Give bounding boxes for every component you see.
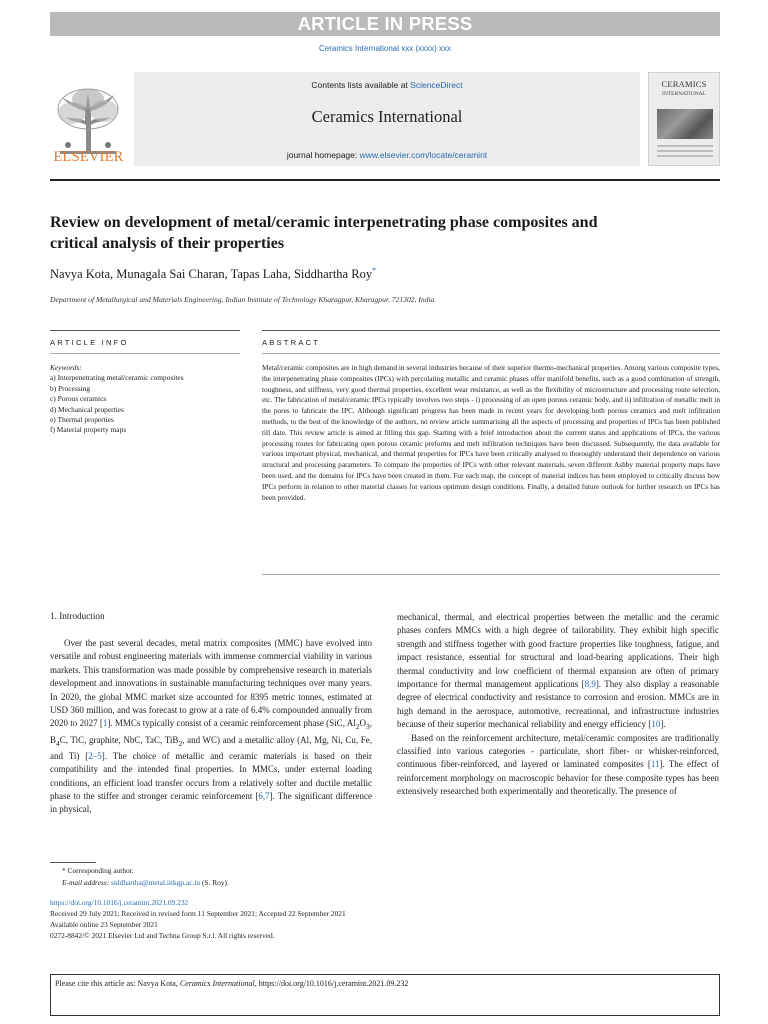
journal-header-box: [134, 72, 640, 166]
text-run: ]. The significant difference in physical,: [50, 791, 373, 815]
masthead: [50, 72, 720, 168]
footnotes: [50, 865, 229, 889]
affiliation: Department of Metallurgical and Materials Engineering, Indian Institute of Technology Kharagpur, Kharagpur, 721302, India: [50, 295, 435, 304]
doi-link[interactable]: https://doi.org/10.1016/j.ceramint.2021.09.232: [50, 898, 189, 907]
cover-image: [657, 109, 713, 139]
citation-box: [50, 974, 720, 1016]
author-list: [50, 266, 376, 282]
article-info-heading: ARTICLE INFO: [50, 338, 129, 347]
sciencedirect-link[interactable]: ScienceDirect: [410, 80, 463, 90]
article-title: Review on development of metal/ceramic interpenetrating phase composites and critical analysis of their properties: [50, 214, 598, 252]
text-run: , B: [50, 718, 372, 745]
corresponding-author-note: * Corresponding author.: [62, 866, 134, 875]
intro-paragraph-1-cont: [397, 611, 719, 732]
reference-link[interactable]: 1: [102, 718, 108, 729]
text-run: , and WC) and a metallic alloy (Al, Mg, Ni, Cu, Fe, and Ti) [: [50, 734, 372, 761]
abstract-bottom-rule: [262, 574, 720, 575]
text-run: ].: [660, 719, 666, 730]
homepage-label: journal homepage:: [286, 150, 360, 160]
cover-subtitle: INTERNATIONAL: [662, 91, 706, 97]
text-run: Over the past several decades, metal matrix composites (MMC) have evolved into versatile and robust engineering materials with immense commercial viability in various markets. This transformation was made possible by comprehensive research in materials development and innovations in sustainable manufacturing techniques over many years. In 2020, the global MMC market size accounted for 8395 metric tonnes, estimated at USD 360 million, and was forecast to grow at a rate of 6.4% compounded annually from 2020 to 2027 [: [50, 638, 372, 729]
abstract-text: Metal/ceramic composites are in high demand in several industries because of their superior thermo-mechanical properties. Among various composite types, the interpenetrating phase composites (IPCs) with percolating metallic and ceramic phases offer manifold benefits, such as a good combination of strength, toughness, and stiffness, very good thermal properties, excellent wear resistance, as well as the flexibility of microstructure and processing route selection, etc. The fabrication of metal/ceramic IPCs typically involves two steps - i) processing of an open porous ceramic body, and ii) infiltration of metallic melt in the pores to fabricate the IPC. Although significant progress has been made in recent years for developing both porous ceramics and melt infiltration methods, to the best of the knowledge of the authors, no review article summarising all the aspects of processing and properties of IPCs has been published till date. This review article is aimed at filling this gap. Starting with a brief introduction about the current status and applications of IPCs, the various processing routes for fabricating open porous ceramic preforms and melt infiltration techniques have been discussed. Subsequently, the data available for various important physical, mechanical, and thermal properties for IPCs have been critically analysed to thoroughly understand their dependence on various structural and processing parameters. To compare the properties of IPCs with other relevant materials, seven different Ashby material property maps have been used, and the domains for IPCs have been created in them. For each map, the concept of material indices has been employed to critically discuss how IPCs perform in relation to other material classes for various optimum design conditions. Finally, a detailed future outlook for further research on IPCs has been provided.: [262, 363, 720, 502]
keyword-item: b) Processing: [50, 383, 91, 393]
introduction-heading: 1. Introduction: [50, 611, 105, 621]
citation-journal: Ceramics International: [179, 979, 255, 988]
keyword-item: a) Interpenetrating metal/ceramic composites: [50, 373, 184, 383]
intro-paragraph-2: [397, 732, 719, 799]
keyword-item: f) Material property maps: [50, 425, 127, 435]
homepage-link[interactable]: www.elsevier.com/locate/ceramint: [359, 150, 488, 160]
keywords-label: Keywords:: [50, 363, 82, 372]
text-run: ]. The choice of metallic and ceramic materials is based on their compatibility and the intended final properties. In MMCs, under external loading conditions, an efficient load transfer occurs from a relatively softer and ductile metallic phase to the stiffer and stronger ceramic reinforcement [: [50, 750, 372, 802]
available-online: Available online 23 September 2021: [50, 920, 158, 929]
reference-link[interactable]: 6,7: [258, 791, 270, 802]
footnote-rule: [50, 862, 96, 863]
journal-homepage-line: [134, 150, 640, 160]
contents-line: [134, 80, 640, 90]
citation-doi[interactable]: , https://doi.org/10.1016/j.ceramint.2021.09.232: [254, 979, 409, 988]
keyword-item: e) Thermal properties: [50, 415, 114, 425]
journal-cover-thumbnail: [648, 72, 720, 166]
cover-title: CERAMICS: [661, 79, 707, 89]
text-run: ]. MMCs typically consist of a ceramic reinforcement phase (SiC, Al: [107, 718, 356, 729]
masthead-rule: [50, 179, 720, 181]
email-link[interactable]: siddhartha@metal.iitkgp.ac.in: [111, 878, 201, 887]
subscript: 3: [366, 722, 370, 732]
reference-link[interactable]: 10: [651, 719, 661, 730]
authors-text: Navya Kota, Munagala Sai Charan, Tapas Laha, Siddhartha Roy: [50, 267, 373, 282]
received-dates: Received 29 July 2021; Received in revised form 11 September 2021; Accepted 22 September 2021: [50, 909, 346, 918]
intro-paragraph-1: [50, 637, 372, 817]
text-run: O: [359, 718, 366, 729]
subscript: 4: [56, 738, 60, 748]
email-label: E-mail address:: [62, 878, 111, 887]
elsevier-wordmark: ELSEVIER: [53, 149, 124, 165]
journal-reference[interactable]: Ceramics International xxx (xxxx) xxx: [318, 44, 452, 53]
keyword-item: c) Porous ceramics: [50, 394, 107, 404]
abstract-subrule: [262, 353, 720, 354]
article-info-subrule: [50, 353, 240, 354]
journal-title: Ceramics International: [311, 107, 463, 126]
copyright-line: 0272-8842/© 2021 Elsevier Ltd and Techna Group S.r.l. All rights reserved.: [50, 931, 275, 940]
article-in-press-banner: ARTICLE IN PRESS: [50, 12, 720, 36]
text-run: ]. The effect of reinforcement morphology on macroscopic behavior for these composite types has been extensively researched both experimentally and theoretically. The presence of: [397, 759, 720, 797]
keywords-block: [50, 363, 240, 436]
text-run: mechanical, thermal, and electrical properties between the metallic and the ceramic phases confers MMCs with a high degree of tailorability. They exhibit high specific strength and stiffness together with good fracture properties like toughness, fatigue, and impact resistance, essential for structural and load-bearing applications. Their high thermal conductivity and low coefficient of thermal expansion are often of primary importance for thermal management applications [: [397, 612, 719, 690]
reference-link[interactable]: 2–5: [88, 750, 102, 761]
article-info-rule: [50, 330, 240, 331]
publication-info: [50, 897, 346, 941]
reference-link[interactable]: 8,9: [584, 679, 596, 690]
email-suffix: (S. Roy).: [200, 878, 229, 887]
subscript: 2: [355, 722, 360, 732]
body-column-right: [397, 611, 719, 799]
text-run: Based on the reinforcement architecture, metal/ceramic composites are traditionally classified into various categories - particulate, short fiber- or whisker-reinforced, continuous fiber-reinforced, and layered or laminated composites [: [397, 732, 719, 770]
cover-text-lines: [657, 145, 713, 160]
keyword-item: d) Mechanical properties: [50, 404, 124, 414]
text-run: ]. They also display a reasonable degree of electrical conductivity and resistance to corrosion and erosion. MMCs are in high demand in the aerospace, automotive, recreational, and infrastructure industries because of their superior mechanical reliability and energy efficiency [: [397, 679, 719, 730]
abstract-rule: [262, 330, 720, 331]
abstract-heading: ABSTRACT: [262, 338, 321, 347]
email-note: [50, 877, 229, 889]
citation-prefix: Please cite this article as: Navya Kota,: [55, 979, 180, 988]
subscript: 2: [178, 738, 183, 748]
body-column-left: [50, 637, 372, 817]
contents-prefix: Contents lists available at: [311, 80, 411, 90]
text-run: C, TiC, graphite, NbC, TaC, TiB: [59, 734, 179, 745]
reference-link[interactable]: 11: [650, 759, 660, 770]
corresponding-author-mark[interactable]: *: [372, 266, 377, 275]
citation-text: [55, 979, 408, 988]
